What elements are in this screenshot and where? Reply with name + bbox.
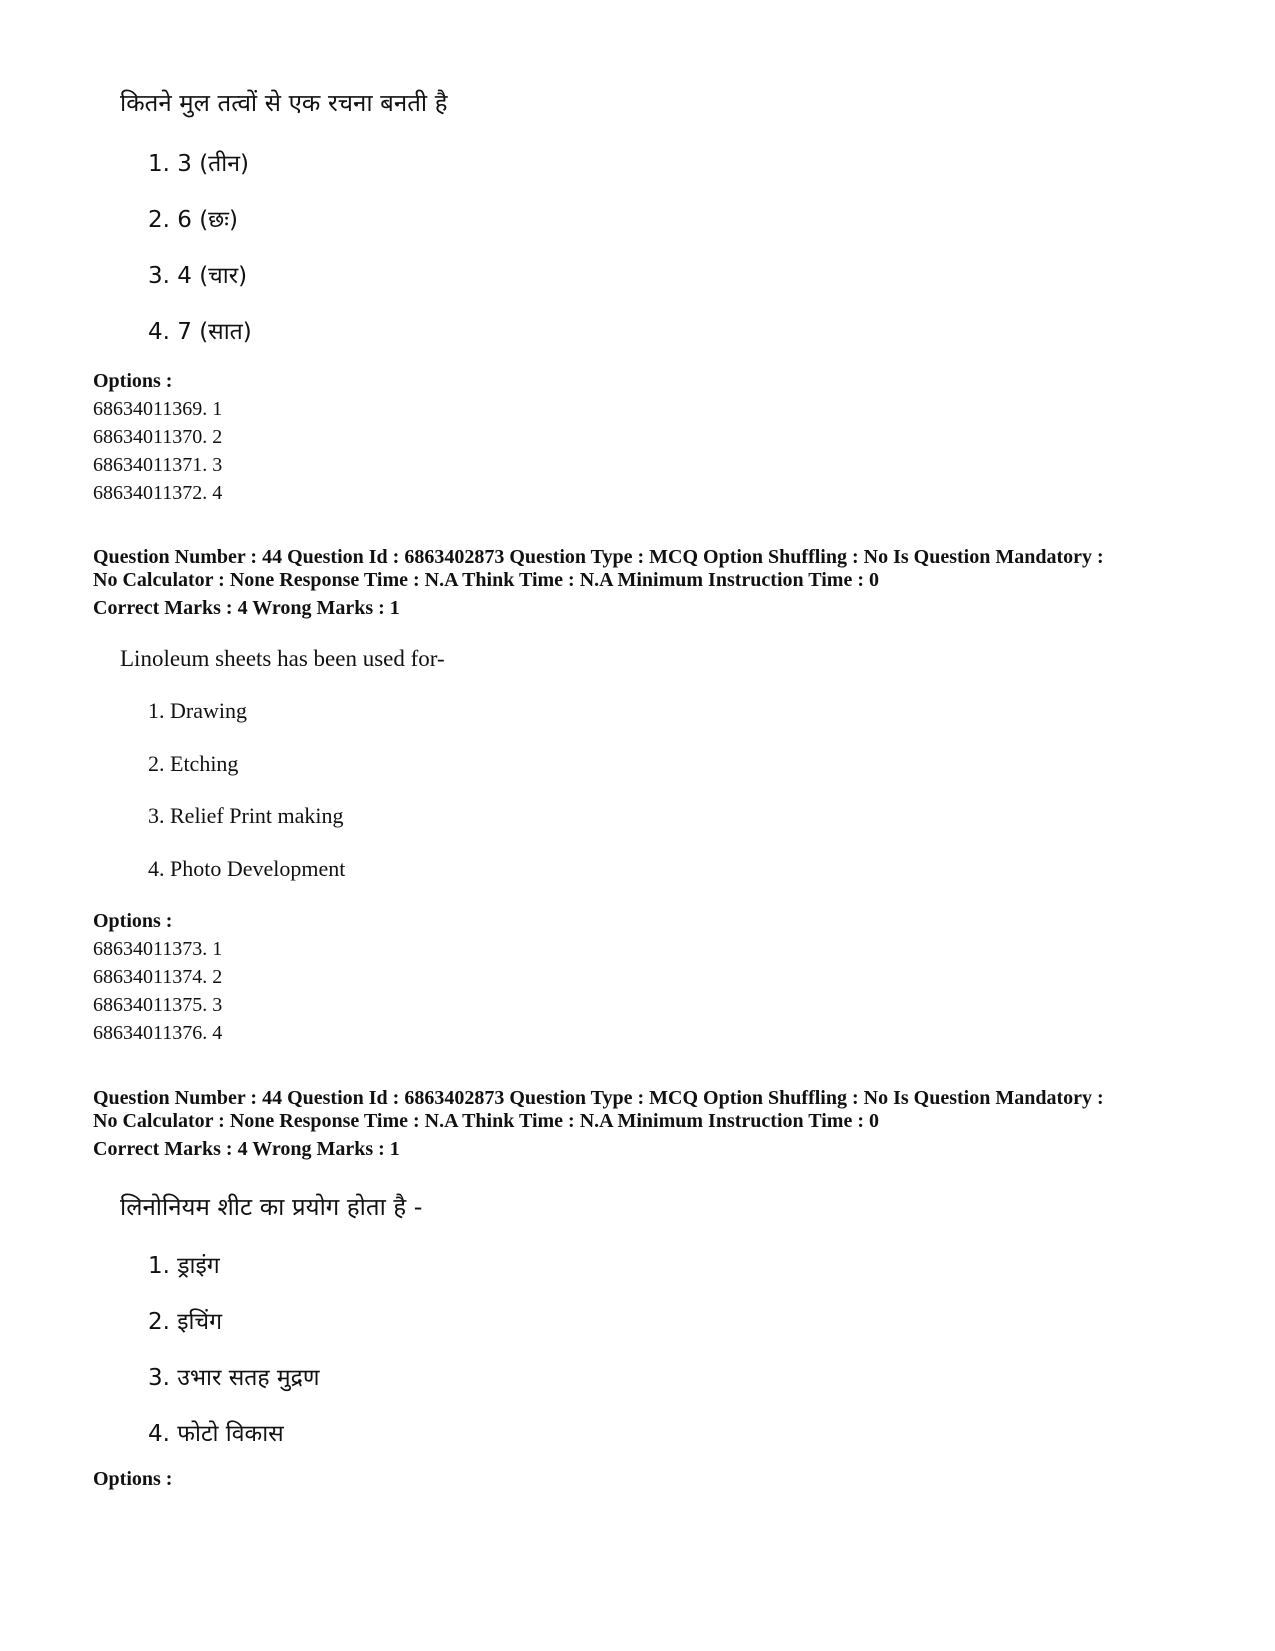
choice-1: 1. ड्राइंग [148, 1253, 220, 1279]
choice-2: 2. इचिंग [148, 1309, 223, 1335]
option-id: 68634011375. 3 [93, 994, 223, 1016]
choice-1: 1. 3 (तीन) [148, 151, 249, 177]
choice-4: 4. Photo Development [148, 856, 346, 881]
question-text: Linoleum sheets has been used for- [120, 646, 445, 671]
question-meta-line-1: Question Number : 44 Question Id : 6863402873 Question Type : MCQ Option Shuffling : No Is Question Mandatory : [93, 546, 1104, 568]
choice-3: 3. Relief Print making [148, 803, 344, 828]
question-text: कितने मुल तत्वों से एक रचना बनती है [120, 89, 448, 117]
choice-2: 2. 6 (छः) [148, 207, 238, 233]
options-label: Options : [93, 1468, 173, 1490]
option-id: 68634011376. 4 [93, 1022, 223, 1044]
question-meta-line-2: No Calculator : None Response Time : N.A Think Time : N.A Minimum Instruction Time : 0 [93, 1110, 879, 1132]
choice-2: 2. Etching [148, 751, 239, 776]
question-meta-line-1: Question Number : 44 Question Id : 6863402873 Question Type : MCQ Option Shuffling : No Is Question Mandatory : [93, 1087, 1104, 1109]
options-label: Options : [93, 370, 173, 392]
marks-line: Correct Marks : 4 Wrong Marks : 1 [93, 1138, 400, 1160]
option-id: 68634011372. 4 [93, 482, 223, 504]
options-label: Options : [93, 910, 173, 932]
option-id: 68634011370. 2 [93, 426, 223, 448]
choice-4: 4. फोटो विकास [148, 1421, 284, 1447]
choice-4: 4. 7 (सात) [148, 319, 252, 345]
choice-3: 3. 4 (चार) [148, 263, 248, 289]
choice-1: 1. Drawing [148, 698, 247, 723]
option-id: 68634011373. 1 [93, 938, 223, 960]
option-id: 68634011369. 1 [93, 398, 223, 420]
question-meta-line-2: No Calculator : None Response Time : N.A Think Time : N.A Minimum Instruction Time : 0 [93, 569, 879, 591]
question-text: लिनोनियम शीट का प्रयोग होता है - [120, 1193, 423, 1221]
option-id: 68634011374. 2 [93, 966, 223, 988]
choice-3: 3. उभार सतह मुद्रण [148, 1365, 320, 1391]
option-id: 68634011371. 3 [93, 454, 223, 476]
marks-line: Correct Marks : 4 Wrong Marks : 1 [93, 597, 400, 619]
